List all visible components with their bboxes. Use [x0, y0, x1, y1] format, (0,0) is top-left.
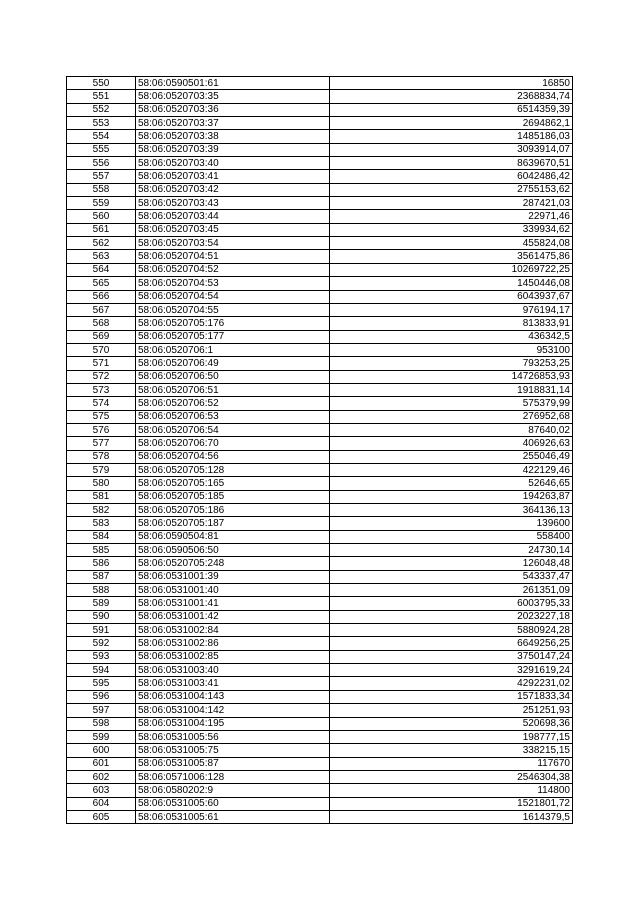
- cadastral-value-cell: 520698,36: [330, 717, 573, 730]
- cadastral-number-cell: 58:06:0520703:54: [136, 237, 330, 250]
- cadastral-value-table: [66, 76, 573, 824]
- cadastral-number-cell: 58:06:0520705:128: [136, 463, 330, 476]
- table-row: [67, 170, 573, 183]
- table-row: [67, 237, 573, 250]
- row-number-cell: 550: [67, 77, 136, 90]
- cadastral-value-cell: 16850: [330, 77, 573, 90]
- cadastral-number-cell: 58:06:0571006:128: [136, 770, 330, 783]
- row-number-cell: 552: [67, 103, 136, 116]
- row-number-cell: 597: [67, 704, 136, 717]
- table-row: [67, 784, 573, 797]
- row-number-cell: 571: [67, 357, 136, 370]
- cadastral-number-cell: 58:06:0520706:54: [136, 423, 330, 436]
- table-row: [67, 370, 573, 383]
- cadastral-number-cell: 58:06:0520706:53: [136, 410, 330, 423]
- table-row: [67, 197, 573, 210]
- cadastral-value-cell: 3291619,24: [330, 664, 573, 677]
- cadastral-number-cell: 58:06:0531004:142: [136, 704, 330, 717]
- table-row: [67, 263, 573, 276]
- cadastral-value-cell: 6649256,25: [330, 637, 573, 650]
- row-number-cell: 577: [67, 437, 136, 450]
- row-number-cell: 560: [67, 210, 136, 223]
- cadastral-value-cell: 198777,15: [330, 730, 573, 743]
- table-row: [67, 690, 573, 703]
- row-number-cell: 591: [67, 624, 136, 637]
- cadastral-number-cell: 58:06:0531001:40: [136, 584, 330, 597]
- cadastral-number-cell: 58:06:0531005:75: [136, 744, 330, 757]
- cadastral-number-cell: 58:06:0520705:187: [136, 517, 330, 530]
- cadastral-value-cell: 1571833,34: [330, 690, 573, 703]
- row-number-cell: 565: [67, 277, 136, 290]
- cadastral-number-cell: 58:06:0520704:51: [136, 250, 330, 263]
- cadastral-value-cell: 1614379,5: [330, 810, 573, 823]
- row-number-cell: 594: [67, 664, 136, 677]
- cadastral-value-cell: 117670: [330, 757, 573, 770]
- cadastral-number-cell: 58:06:0520703:43: [136, 197, 330, 210]
- row-number-cell: 569: [67, 330, 136, 343]
- row-number-cell: 598: [67, 717, 136, 730]
- cadastral-number-cell: 58:06:0531001:39: [136, 570, 330, 583]
- table-row: [67, 770, 573, 783]
- row-number-cell: 590: [67, 610, 136, 623]
- table-row: [67, 517, 573, 530]
- row-number-cell: 568: [67, 317, 136, 330]
- cadastral-value-cell: 543337,47: [330, 570, 573, 583]
- cadastral-value-cell: 1450446,08: [330, 277, 573, 290]
- cadastral-number-cell: 58:06:0520704:54: [136, 290, 330, 303]
- row-number-cell: 573: [67, 383, 136, 396]
- cadastral-number-cell: 58:06:0531005:87: [136, 757, 330, 770]
- table-row: [67, 450, 573, 463]
- row-number-cell: 602: [67, 770, 136, 783]
- table-row: [67, 677, 573, 690]
- row-number-cell: 587: [67, 570, 136, 583]
- cadastral-number-cell: 58:06:0520703:37: [136, 117, 330, 130]
- table-row: [67, 624, 573, 637]
- table-row: [67, 477, 573, 490]
- row-number-cell: 564: [67, 263, 136, 276]
- row-number-cell: 551: [67, 90, 136, 103]
- row-number-cell: 557: [67, 170, 136, 183]
- table-row: [67, 463, 573, 476]
- cadastral-value-cell: 251251,93: [330, 704, 573, 717]
- row-number-cell: 585: [67, 544, 136, 557]
- cadastral-number-cell: 58:06:0520703:42: [136, 183, 330, 196]
- table-row: [67, 330, 573, 343]
- table-row: [67, 810, 573, 823]
- table-row: [67, 157, 573, 170]
- table-row: [67, 797, 573, 810]
- cadastral-value-cell: 575379,99: [330, 397, 573, 410]
- cadastral-number-cell: 58:06:0520703:35: [136, 90, 330, 103]
- row-number-cell: 570: [67, 343, 136, 356]
- row-number-cell: 572: [67, 370, 136, 383]
- cadastral-number-cell: 58:06:0590504:81: [136, 530, 330, 543]
- cadastral-value-cell: 261351,09: [330, 584, 573, 597]
- table-row: [67, 597, 573, 610]
- row-number-cell: 561: [67, 223, 136, 236]
- cadastral-value-cell: 976194,17: [330, 303, 573, 316]
- cadastral-number-cell: 58:06:0531001:42: [136, 610, 330, 623]
- row-number-cell: 579: [67, 463, 136, 476]
- cadastral-number-cell: 58:06:0531001:41: [136, 597, 330, 610]
- cadastral-value-cell: 2368834,74: [330, 90, 573, 103]
- cadastral-number-cell: 58:06:0531005:56: [136, 730, 330, 743]
- cadastral-value-cell: 455824,08: [330, 237, 573, 250]
- row-number-cell: 589: [67, 597, 136, 610]
- cadastral-value-cell: 2023227,18: [330, 610, 573, 623]
- table-row: [67, 544, 573, 557]
- cadastral-value-cell: 6042486,42: [330, 170, 573, 183]
- cadastral-value-cell: 52646,65: [330, 477, 573, 490]
- table-row: [67, 664, 573, 677]
- row-number-cell: 558: [67, 183, 136, 196]
- table-row: [67, 103, 573, 116]
- row-number-cell: 604: [67, 797, 136, 810]
- cadastral-value-cell: 3093914,07: [330, 143, 573, 156]
- cadastral-value-cell: 2755153,62: [330, 183, 573, 196]
- table-row: [67, 730, 573, 743]
- row-number-cell: 581: [67, 490, 136, 503]
- cadastral-value-cell: 436342,5: [330, 330, 573, 343]
- cadastral-number-cell: 58:06:0520706:50: [136, 370, 330, 383]
- row-number-cell: 582: [67, 504, 136, 517]
- cadastral-value-cell: 87640,02: [330, 423, 573, 436]
- row-number-cell: 575: [67, 410, 136, 423]
- row-number-cell: 583: [67, 517, 136, 530]
- row-number-cell: 578: [67, 450, 136, 463]
- cadastral-value-cell: 10269722,25: [330, 263, 573, 276]
- cadastral-value-cell: 126048,48: [330, 557, 573, 570]
- cadastral-number-cell: 58:06:0531004:195: [136, 717, 330, 730]
- cadastral-value-cell: 3561475,86: [330, 250, 573, 263]
- table-row: [67, 143, 573, 156]
- table-row: [67, 357, 573, 370]
- table-row: [67, 637, 573, 650]
- table-row: [67, 383, 573, 396]
- cadastral-value-cell: 422129,46: [330, 463, 573, 476]
- row-number-cell: 553: [67, 117, 136, 130]
- row-number-cell: 588: [67, 584, 136, 597]
- cadastral-value-cell: 5880924,28: [330, 624, 573, 637]
- row-number-cell: 584: [67, 530, 136, 543]
- table-row: [67, 744, 573, 757]
- cadastral-value-cell: 406926,63: [330, 437, 573, 450]
- cadastral-number-cell: 58:06:0520705:186: [136, 504, 330, 517]
- cadastral-value-cell: 287421,03: [330, 197, 573, 210]
- table-row: [67, 317, 573, 330]
- row-number-cell: 576: [67, 423, 136, 436]
- cadastral-number-cell: 58:06:0520706:52: [136, 397, 330, 410]
- table-row: [67, 570, 573, 583]
- table-row: [67, 530, 573, 543]
- table-row: [67, 303, 573, 316]
- cadastral-number-cell: 58:06:0590506:50: [136, 544, 330, 557]
- row-number-cell: 605: [67, 810, 136, 823]
- row-number-cell: 580: [67, 477, 136, 490]
- row-number-cell: 563: [67, 250, 136, 263]
- cadastral-value-cell: 558400: [330, 530, 573, 543]
- cadastral-number-cell: 58:06:0520704:56: [136, 450, 330, 463]
- row-number-cell: 593: [67, 650, 136, 663]
- cadastral-number-cell: 58:06:0531002:84: [136, 624, 330, 637]
- cadastral-number-cell: 58:06:0520703:40: [136, 157, 330, 170]
- cadastral-number-cell: 58:06:0520703:36: [136, 103, 330, 116]
- cadastral-number-cell: 58:06:0531005:61: [136, 810, 330, 823]
- cadastral-value-cell: 3750147,24: [330, 650, 573, 663]
- cadastral-value-cell: 255046,49: [330, 450, 573, 463]
- cadastral-value-cell: 4292231,02: [330, 677, 573, 690]
- table-row: [67, 717, 573, 730]
- table-row: [67, 610, 573, 623]
- cadastral-value-cell: 953100: [330, 343, 573, 356]
- table-row: [67, 130, 573, 143]
- table-row: [67, 410, 573, 423]
- table-row: [67, 290, 573, 303]
- row-number-cell: 595: [67, 677, 136, 690]
- table-row: [67, 117, 573, 130]
- cadastral-value-cell: 8639670,51: [330, 157, 573, 170]
- cadastral-value-cell: 2694862,1: [330, 117, 573, 130]
- cadastral-number-cell: 58:06:0520705:248: [136, 557, 330, 570]
- row-number-cell: 603: [67, 784, 136, 797]
- cadastral-value-cell: 793253,25: [330, 357, 573, 370]
- row-number-cell: 596: [67, 690, 136, 703]
- table-row: [67, 277, 573, 290]
- cadastral-value-cell: 2546304,38: [330, 770, 573, 783]
- cadastral-value-cell: 14726853,93: [330, 370, 573, 383]
- cadastral-value-cell: 6043937,67: [330, 290, 573, 303]
- table-row: [67, 423, 573, 436]
- cadastral-value-cell: 6003795,33: [330, 597, 573, 610]
- cadastral-value-cell: 114800: [330, 784, 573, 797]
- cadastral-number-cell: 58:06:0590501:61: [136, 77, 330, 90]
- row-number-cell: 600: [67, 744, 136, 757]
- table-row: [67, 343, 573, 356]
- cadastral-number-cell: 58:06:0520706:51: [136, 383, 330, 396]
- cadastral-number-cell: 58:06:0520703:39: [136, 143, 330, 156]
- table-body: [67, 77, 573, 824]
- cadastral-number-cell: 58:06:0520706:70: [136, 437, 330, 450]
- table-row: [67, 650, 573, 663]
- table-row: [67, 704, 573, 717]
- row-number-cell: 586: [67, 557, 136, 570]
- table-row: [67, 437, 573, 450]
- table-row: [67, 584, 573, 597]
- table-row: [67, 557, 573, 570]
- row-number-cell: 556: [67, 157, 136, 170]
- table-row: [67, 504, 573, 517]
- cadastral-value-cell: 813833,91: [330, 317, 573, 330]
- row-number-cell: 554: [67, 130, 136, 143]
- cadastral-value-cell: 339934,62: [330, 223, 573, 236]
- table-row: [67, 90, 573, 103]
- cadastral-value-cell: 139600: [330, 517, 573, 530]
- cadastral-number-cell: 58:06:0531003:40: [136, 664, 330, 677]
- row-number-cell: 555: [67, 143, 136, 156]
- cadastral-number-cell: 58:06:0531002:86: [136, 637, 330, 650]
- cadastral-number-cell: 58:06:0520705:177: [136, 330, 330, 343]
- cadastral-number-cell: 58:06:0520703:44: [136, 210, 330, 223]
- table-row: [67, 183, 573, 196]
- row-number-cell: 562: [67, 237, 136, 250]
- cadastral-value-cell: 1521801,72: [330, 797, 573, 810]
- cadastral-number-cell: 58:06:0531002:85: [136, 650, 330, 663]
- table-row: [67, 757, 573, 770]
- cadastral-number-cell: 58:06:0531005:60: [136, 797, 330, 810]
- cadastral-number-cell: 58:06:0520705:185: [136, 490, 330, 503]
- cadastral-value-cell: 194263,87: [330, 490, 573, 503]
- cadastral-value-cell: 276952,68: [330, 410, 573, 423]
- row-number-cell: 601: [67, 757, 136, 770]
- cadastral-value-cell: 364136,13: [330, 504, 573, 517]
- cadastral-number-cell: 58:06:0520704:52: [136, 263, 330, 276]
- cadastral-value-cell: 1918831,14: [330, 383, 573, 396]
- cadastral-number-cell: 58:06:0520706:49: [136, 357, 330, 370]
- cadastral-value-cell: 24730,14: [330, 544, 573, 557]
- cadastral-value-cell: 338215,15: [330, 744, 573, 757]
- table-row: [67, 223, 573, 236]
- row-number-cell: 567: [67, 303, 136, 316]
- cadastral-number-cell: 58:06:0520705:165: [136, 477, 330, 490]
- cadastral-value-cell: 22971,46: [330, 210, 573, 223]
- row-number-cell: 566: [67, 290, 136, 303]
- row-number-cell: 599: [67, 730, 136, 743]
- cadastral-number-cell: 58:06:0520703:45: [136, 223, 330, 236]
- cadastral-value-cell: 1485186,03: [330, 130, 573, 143]
- table-row: [67, 397, 573, 410]
- cadastral-number-cell: 58:06:0520703:41: [136, 170, 330, 183]
- table-row: [67, 77, 573, 90]
- table-row: [67, 210, 573, 223]
- cadastral-number-cell: 58:06:0520704:53: [136, 277, 330, 290]
- cadastral-number-cell: 58:06:0520706:1: [136, 343, 330, 356]
- row-number-cell: 574: [67, 397, 136, 410]
- cadastral-number-cell: 58:06:0520703:38: [136, 130, 330, 143]
- row-number-cell: 592: [67, 637, 136, 650]
- cadastral-number-cell: 58:06:0580202:9: [136, 784, 330, 797]
- cadastral-number-cell: 58:06:0531004:143: [136, 690, 330, 703]
- table-row: [67, 250, 573, 263]
- cadastral-number-cell: 58:06:0520704:55: [136, 303, 330, 316]
- row-number-cell: 559: [67, 197, 136, 210]
- table-row: [67, 490, 573, 503]
- cadastral-value-cell: 6514359,39: [330, 103, 573, 116]
- cadastral-number-cell: 58:06:0531003:41: [136, 677, 330, 690]
- cadastral-number-cell: 58:06:0520705:176: [136, 317, 330, 330]
